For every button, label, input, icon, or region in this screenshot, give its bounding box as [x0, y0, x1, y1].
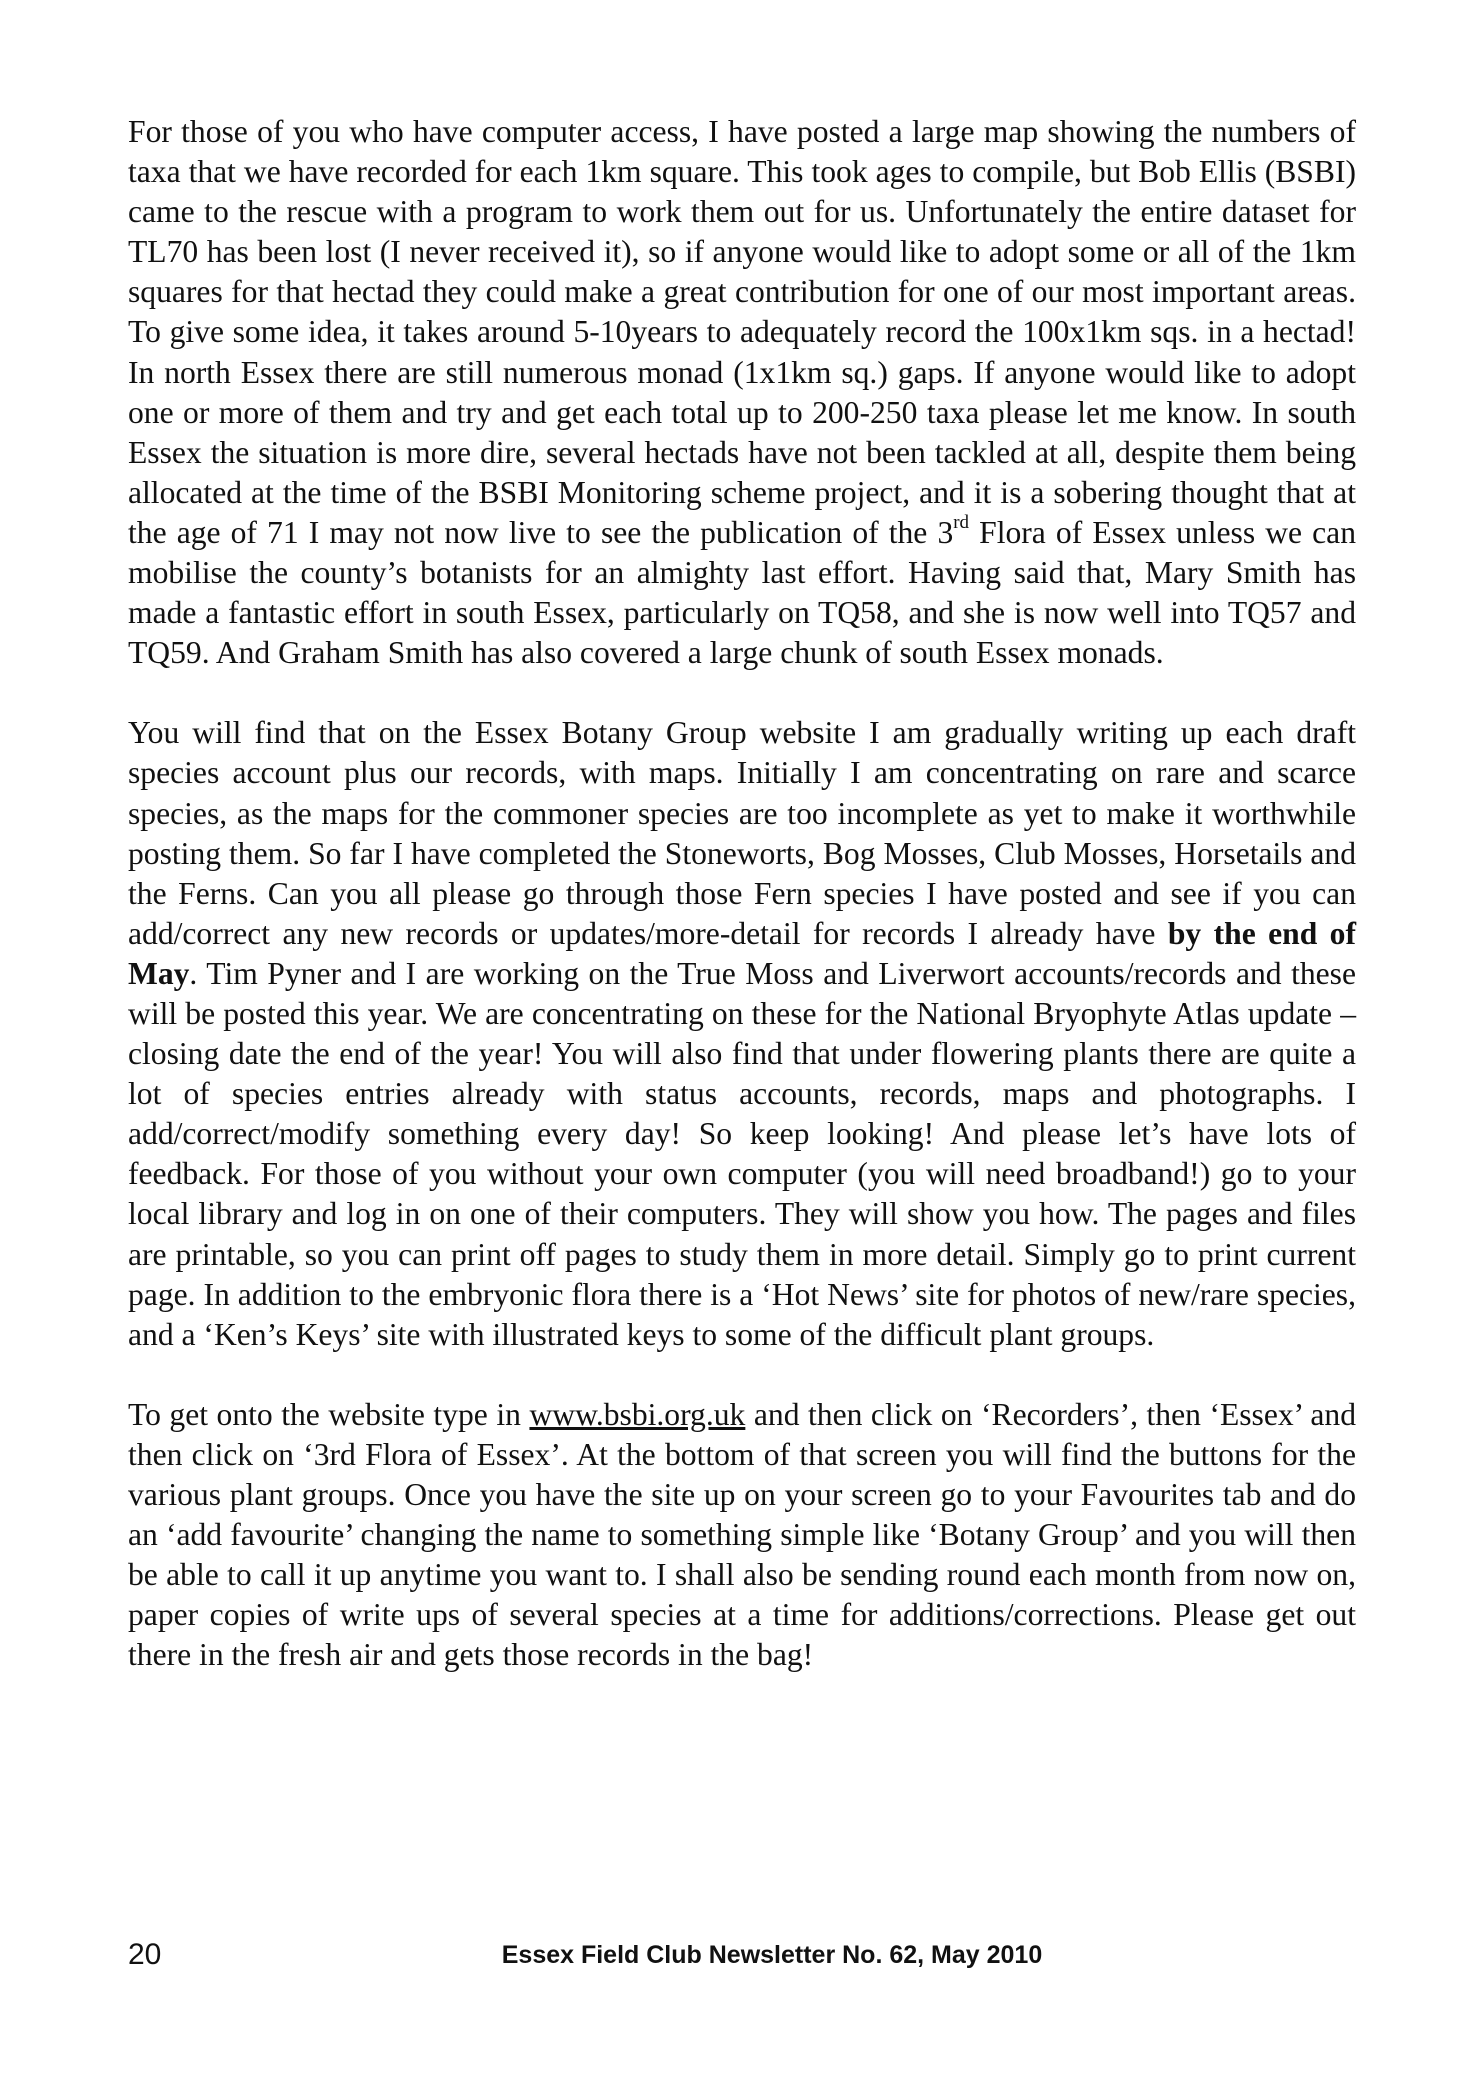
paragraph-2 — [128, 713, 1356, 1355]
paragraph-3 — [128, 1395, 1356, 1676]
newsletter-title: Essex Field Club Newsletter No. 62, May 2010 — [501, 1941, 1043, 1969]
paragraph-1-text-end: Flora of Essex unless we can mobilise the county’s botanists for an almighty last effort. Having said that, Mary Smith has made a fantastic effort in south Essex, particularly on TQ58, and she is now well into TQ57 and TQ59. And Graham Smith has also covered a large chunk of south Essex monads. — [128, 514, 1356, 671]
page-number: 20 — [128, 1938, 162, 1971]
paragraph-1-text: For those of you who have computer access, I have posted a large map showing the numbers of taxa that we have recorded for each 1km square. This took ages to compile, but Bob Ellis (BSBI) came to the rescue with a program to work them out for us. Unfortunately the entire dataset for TL70 has been lost (I never received it), so if anyone would like to adopt some or all of the 1km squares for that hectad they could make a great contribution for one of our most important areas. To give some idea, it takes around 5-10years to adequately record the 100x1km sqs. in a hectad! In north Essex there are still numerous monad (1x1km sq.) gaps. If anyone would like to adopt one or more of them and try and get each total up to 200-250 taxa please let me know. In south Essex the situation is more dire, several hectads have not been tackled at all, despite them being allocated at the time of the BSBI Monitoring scheme project, and it is a sobering thought that at the age of 71 I may not now live to see the publication of the — [128, 114, 1356, 550]
paragraph-3-text: To get onto the website type in — [128, 1396, 530, 1432]
bsbi-website-link[interactable]: www.bsbi.org.uk — [529, 1396, 746, 1432]
ordinal-suffix: rd — [953, 511, 970, 533]
paragraph-1 — [128, 112, 1356, 673]
paragraph-3-text-end: and then click on ‘Recorders’, then ‘Essex’ and then click on ‘3rd Flora of Essex’. At the bottom of that screen you will find the buttons for the various plant groups. Once you have the site up on your screen go to your Favourites tab and do an ‘add favourite’ changing the name to something simple like ‘Botany Group’ and you will then be able to call it up anytime you want to. I shall also be sending round each month from now on, paper copies of write ups of several species at a time for additions/corrections. Please get out there in the fresh air and gets those records in the bag! — [128, 1396, 1356, 1673]
ordinal-number: 3 — [937, 514, 954, 550]
deadline-emphasis: by the end of May — [128, 915, 1357, 991]
paragraph-2-text-end: . Tim Pyner and I are working on the True Moss and Liverwort accounts/records and these will be posted this year. We are concentrating on these for the National Bryophyte Atlas update – closing date the end of the year! You will also find that under flowering plants there are quite a lot of species entries already with status accounts, records, maps and photographs. I add/correct/modify something every day! So keep looking! And please let’s have lots of feedback. For those of you without your own computer (you will need broadband!) go to your local library and log in on one of their computers. They will show you how. The pages and files are printable, so you can print off pages to study them in more detail. Simply go to print current page. In addition to the embryonic flora there is a ‘Hot News’ site for photos of new/rare species, and a ‘Ken’s Keys’ site with illustrated keys to some of the difficult plant groups. — [128, 955, 1356, 1352]
page-footer — [128, 1935, 1356, 1975]
article-body — [128, 112, 1356, 1675]
paragraph-2-text: You will find that on the Essex Botany Group website I am gradually writing up each draft species account plus our records, with maps. Initially I am concentrating on rare and scarce species, as the maps for the commoner species are too incomplete as yet to make it worthwhile posting them. So far I have completed the Stoneworts, Bog Mosses, Club Mosses, Horsetails and the Ferns. Can you all please go through those Fern species I have posted and see if you can add/correct any new records or updates/more-detail for records I already have — [128, 715, 1356, 951]
